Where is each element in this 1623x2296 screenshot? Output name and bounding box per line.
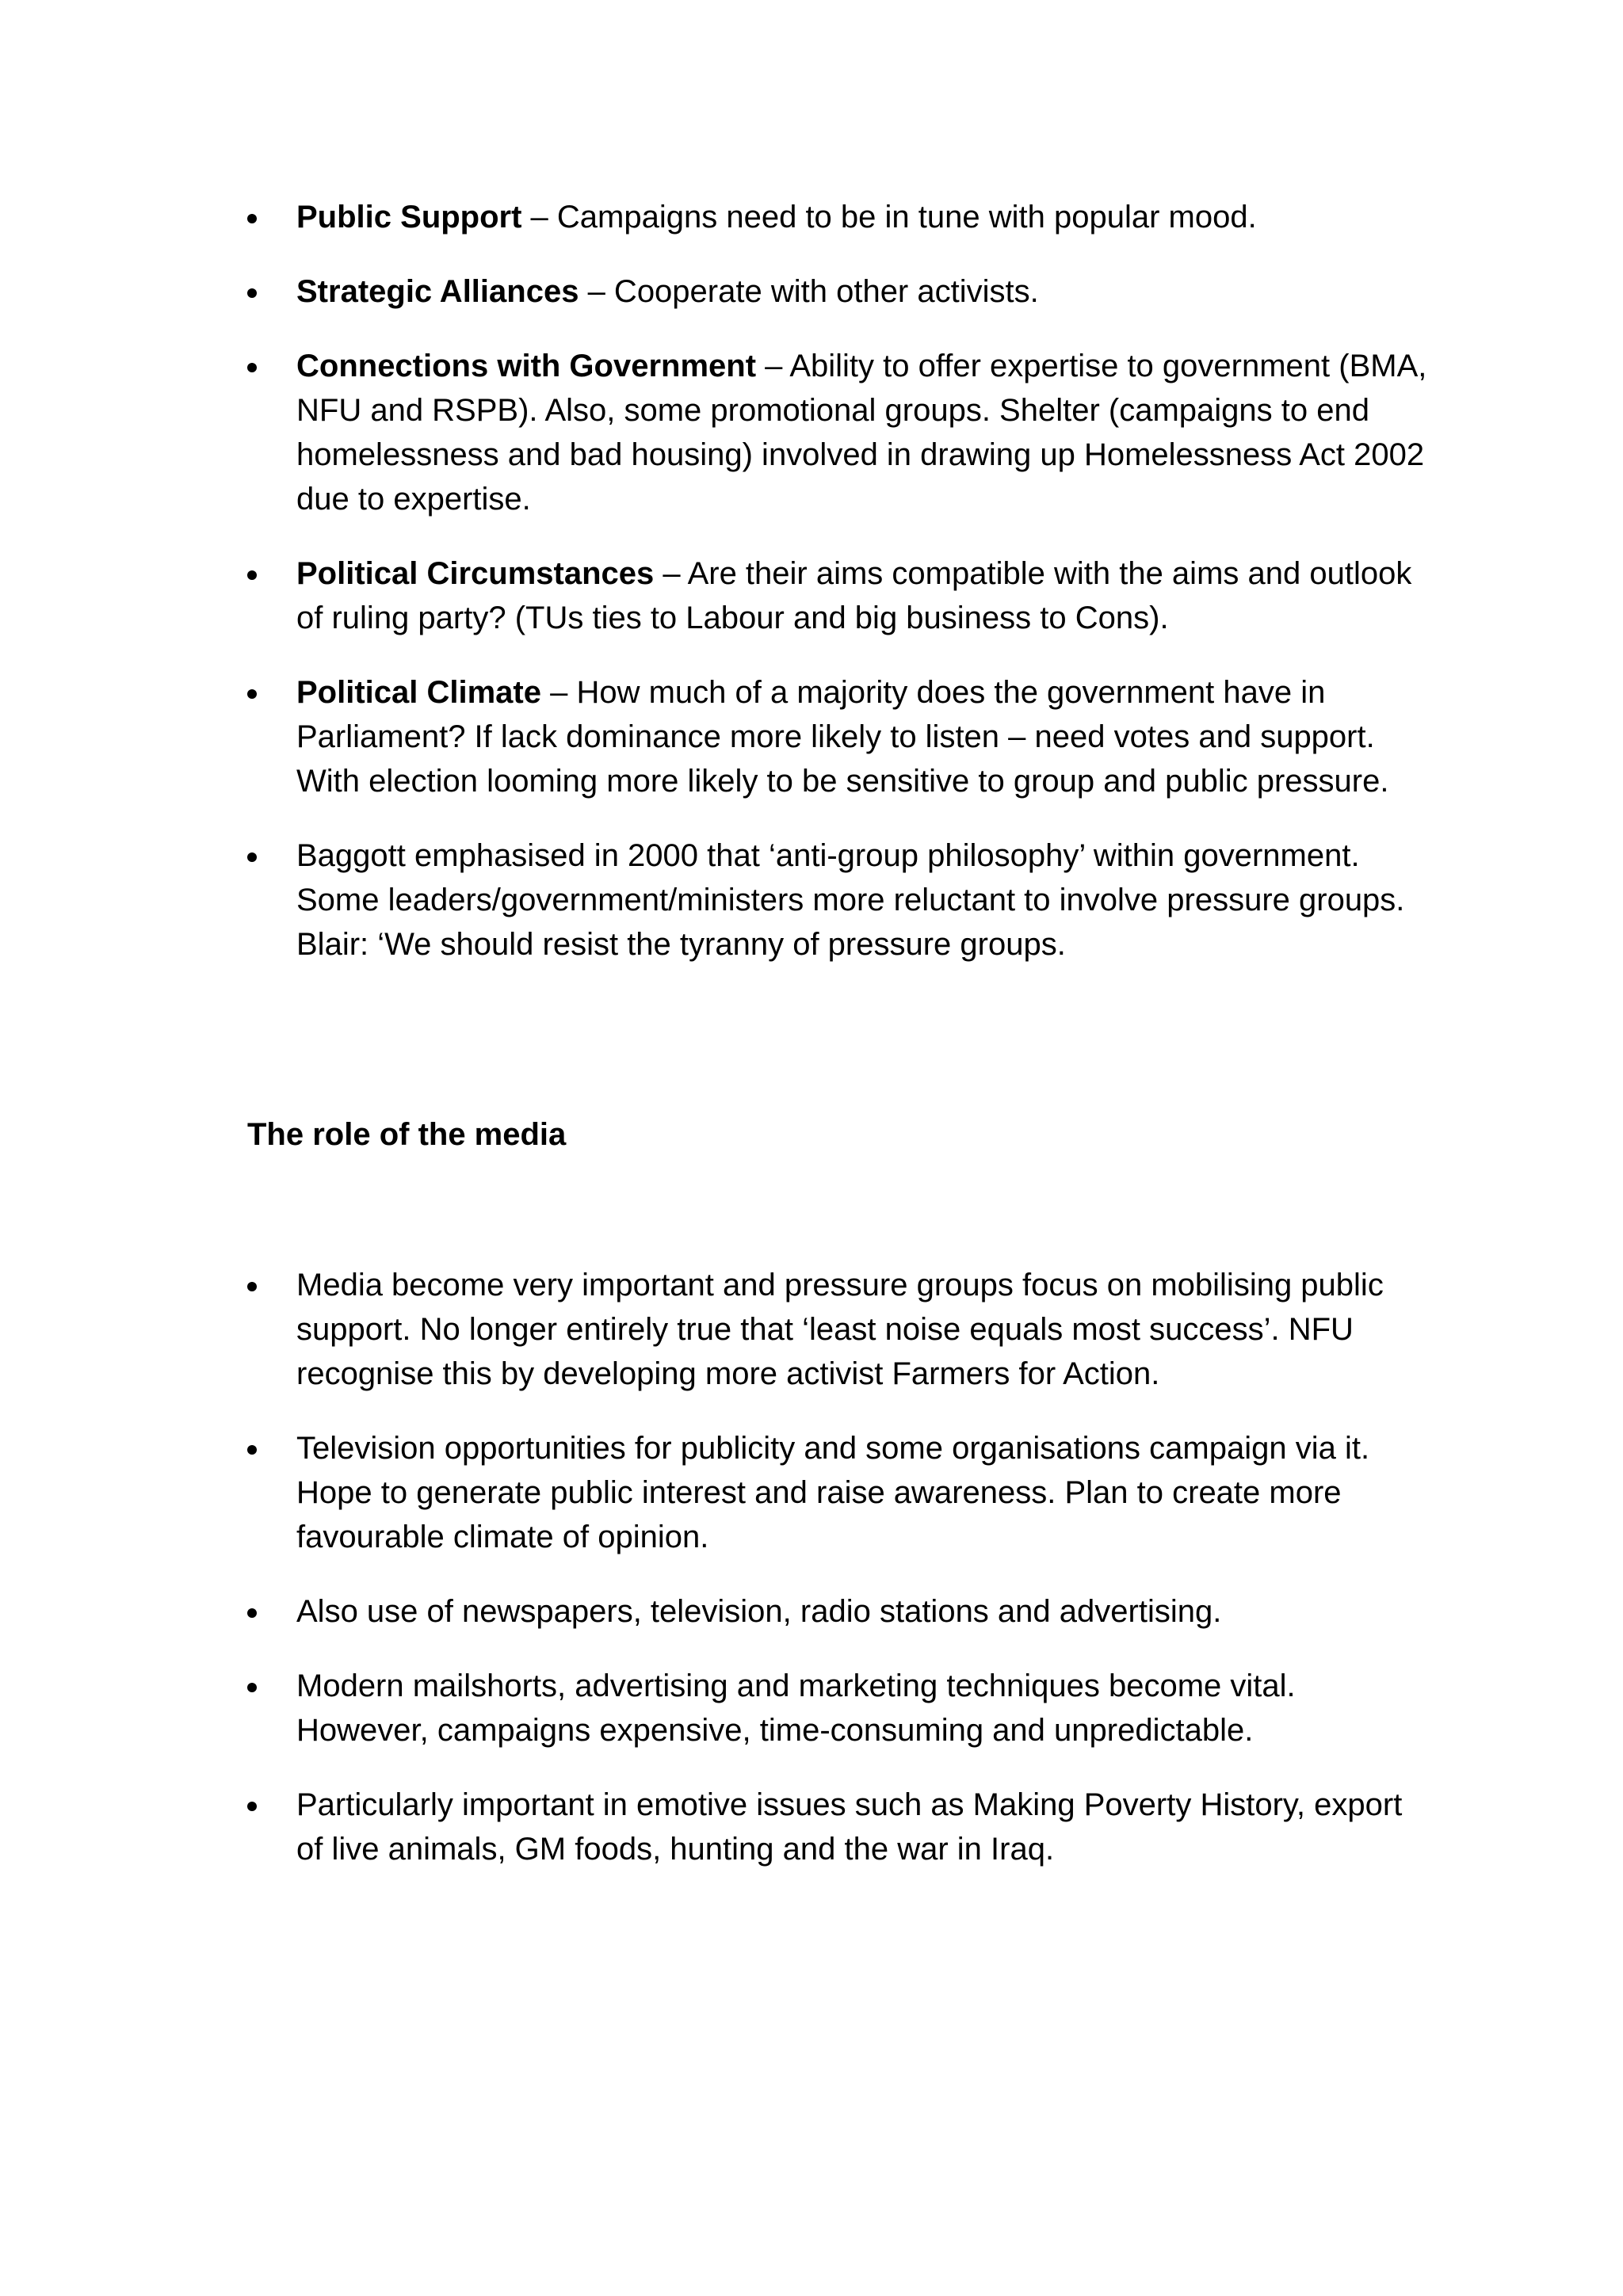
item-text: Also use of newspapers, television, radio stations and advertising.: [296, 1594, 1222, 1629]
item-text: – Campaigns need to be in tune with popular mood.: [521, 200, 1257, 235]
bullet-icon: [247, 689, 257, 699]
bullet-icon: [247, 1282, 257, 1291]
media-role-list: [247, 1263, 1417, 1871]
item-lead: Public Support: [296, 200, 522, 235]
list-item: [247, 670, 1436, 803]
item-lead: Connections with Government: [296, 349, 757, 383]
bullet-icon: [247, 288, 257, 298]
item-lead: Strategic Alliances: [296, 274, 579, 309]
pressure-factors-list: [247, 195, 1427, 967]
section-heading: The role of the media: [247, 1117, 567, 1152]
bullet-icon: [247, 1445, 257, 1455]
list-item: [247, 344, 1436, 521]
list-item: [247, 833, 1436, 967]
item-text: Baggott emphasised in 2000 that ‘anti-group philosophy’ within government. Some leaders/government/ministers more reluctant to involve pressure groups. Blair: ‘We should resist the tyranny of pressure groups.: [296, 838, 1405, 962]
list-item: [247, 1589, 1436, 1634]
list-item: [247, 195, 1436, 239]
list-item: [247, 269, 1436, 314]
bullet-icon: [247, 1683, 257, 1692]
bullet-icon: [247, 570, 257, 580]
item-text: – Cooperate with other activists.: [579, 274, 1039, 309]
list-item: [247, 1263, 1436, 1396]
list-item: [247, 1426, 1436, 1559]
list-item: [247, 1783, 1436, 1871]
item-text: Television opportunities for publicity and some organisations campaign via it. Hope to generate public interest and raise awareness. Plan to create more favourable climate of opinion.: [296, 1431, 1370, 1554]
list-item: [247, 1664, 1436, 1753]
item-text: – Ability to offer expertise to government (BMA, NFU and RSPB). Also, some promotional groups. Shelter (campaigns to end homelessness and bad housing) involved in drawing up Homelessness Act 2002 due to expertise.: [296, 349, 1427, 517]
bullet-icon: [247, 852, 257, 862]
bullet-icon: [247, 363, 257, 372]
item-lead: Political Climate: [296, 675, 541, 710]
item-text: Media become very important and pressure groups focus on mobilising public support. No longer entirely true that ‘least noise equals most success’. NFU recognise this by developing more activist Farmers for Action.: [296, 1268, 1384, 1391]
item-text: – How much of a majority does the government have in Parliament? If lack dominance more likely to listen – need votes and support. With election looming more likely to be sensitive to group and public pressure.: [296, 675, 1389, 799]
list-item: [247, 551, 1436, 640]
item-text: Modern mailshorts, advertising and marketing techniques become vital. However, campaigns expensive, time-consuming and unpredictable.: [296, 1669, 1296, 1748]
item-text: – Are their aims compatible with the aims and outlook of ruling party? (TUs ties to Labour and big business to Cons).: [296, 556, 1412, 635]
item-lead: Political Circumstances: [296, 556, 655, 591]
bullet-icon: [247, 214, 257, 223]
bullet-icon: [247, 1608, 257, 1618]
item-text: Particularly important in emotive issues such as Making Poverty History, export of live animals, GM foods, hunting and the war in Iraq.: [296, 1787, 1403, 1867]
bullet-icon: [247, 1802, 257, 1811]
